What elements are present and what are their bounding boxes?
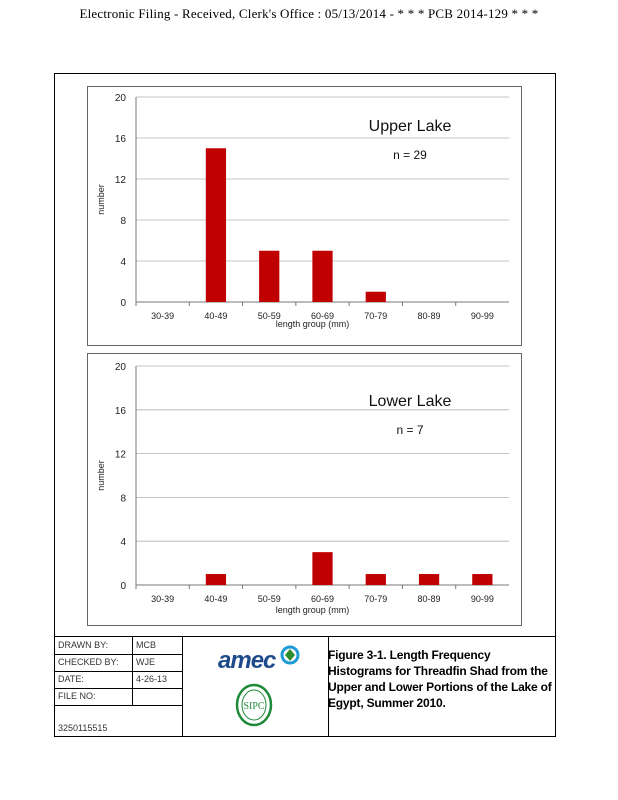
- upper-bar-60-69: [312, 251, 332, 302]
- lower-lake-chart-svg: [88, 354, 521, 625]
- logos: [182, 637, 329, 736]
- upper-chart-subtitle: n = 29: [393, 148, 427, 162]
- upper-x-tick-label: 40-49: [204, 311, 228, 321]
- upper-y-tick-label: 20: [114, 93, 126, 104]
- lower-y-tick-label: 8: [120, 493, 126, 505]
- upper-x-tick-label: 70-79: [364, 311, 388, 321]
- upper-lake-chart: [87, 86, 522, 346]
- lower-x-tick-label: 90-99: [470, 594, 494, 604]
- upper-y-tick-label: 0: [120, 298, 126, 309]
- drawn-by-value: MCB: [132, 637, 156, 654]
- lower-y-tick-label: 12: [114, 449, 126, 461]
- file-number: 3250115515: [58, 723, 108, 733]
- lower-x-tick-label: 40-49: [204, 594, 228, 604]
- lower-bar-90-99: [472, 574, 492, 585]
- lower-lake-chart: [87, 353, 522, 626]
- amec-swirl-icon: [280, 645, 300, 665]
- lower-x-axis-label: length group (mm): [275, 605, 350, 615]
- filing-header: Electronic Filing - Received, Clerk's Office : 05/13/2014 - * * * PCB 2014-129 * * *: [79, 6, 539, 21]
- file-no-label: FILE NO:: [58, 691, 96, 701]
- checked-by-label: CHECKED BY:: [58, 657, 119, 667]
- lower-y-tick-label: 20: [114, 362, 126, 373]
- sipc-seal-icon: [234, 683, 274, 727]
- upper-x-tick-label: 90-99: [470, 311, 494, 321]
- drawn-by-row: [54, 637, 182, 655]
- title-block-info: [54, 637, 183, 736]
- lower-y-tick-label: 0: [120, 581, 126, 592]
- lower-bar-60-69: [312, 552, 332, 585]
- date-label: DATE:: [58, 674, 84, 684]
- amec-logo: amec: [218, 647, 276, 674]
- upper-bar-40-49: [206, 148, 226, 302]
- upper-x-axis-label: length group (mm): [275, 319, 350, 329]
- lower-chart-title: Lower Lake: [368, 393, 452, 410]
- lower-x-tick-label: 60-69: [310, 594, 335, 604]
- lower-bar-40-49: [206, 574, 226, 585]
- file-no-value: [132, 688, 136, 705]
- date-row: [54, 671, 182, 689]
- lower-x-tick-label: 70-79: [364, 594, 388, 604]
- upper-x-tick-label: 60-69: [310, 311, 335, 321]
- upper-bar-70-79: [366, 292, 386, 302]
- upper-x-tick-label: 50-59: [257, 311, 281, 321]
- drawn-by-label: DRAWN BY:: [58, 640, 109, 650]
- date-value: 4-26-13: [132, 671, 167, 688]
- upper-y-tick-label: 16: [114, 134, 126, 145]
- checked-by-row: [54, 654, 182, 672]
- upper-x-tick-label: 80-89: [417, 311, 441, 321]
- sipc-logo-text: SIPC: [243, 701, 265, 712]
- lower-bar-70-79: [366, 574, 386, 585]
- lower-y-axis-label: number: [96, 460, 106, 491]
- lower-bar-80-89: [419, 574, 439, 585]
- checked-by-value: WJE: [132, 654, 155, 671]
- lower-y-tick-label: 4: [120, 537, 126, 549]
- lower-x-tick-label: 80-89: [417, 594, 441, 604]
- upper-bar-50-59: [259, 251, 279, 302]
- file-no-row: [54, 688, 182, 706]
- upper-lake-chart-svg: [88, 87, 521, 345]
- lower-x-tick-label: 30-39: [151, 594, 175, 604]
- upper-y-axis-label: number: [96, 184, 106, 215]
- lower-y-tick-label: 16: [114, 405, 126, 417]
- figure-caption: Figure 3-1. Length Frequency Histograms for Threadfin Shad from the Upper and Lower Portions of the Lake of Egypt, Summer 2010.: [328, 648, 552, 710]
- title-block: [54, 636, 556, 737]
- upper-chart-title: Upper Lake: [368, 118, 452, 135]
- upper-y-tick-label: 8: [120, 216, 126, 227]
- upper-y-tick-label: 12: [114, 175, 126, 186]
- upper-y-tick-label: 4: [120, 257, 126, 268]
- lower-x-tick-label: 50-59: [257, 594, 281, 604]
- lower-chart-subtitle: n = 7: [396, 423, 424, 437]
- upper-x-tick-label: 30-39: [151, 311, 175, 321]
